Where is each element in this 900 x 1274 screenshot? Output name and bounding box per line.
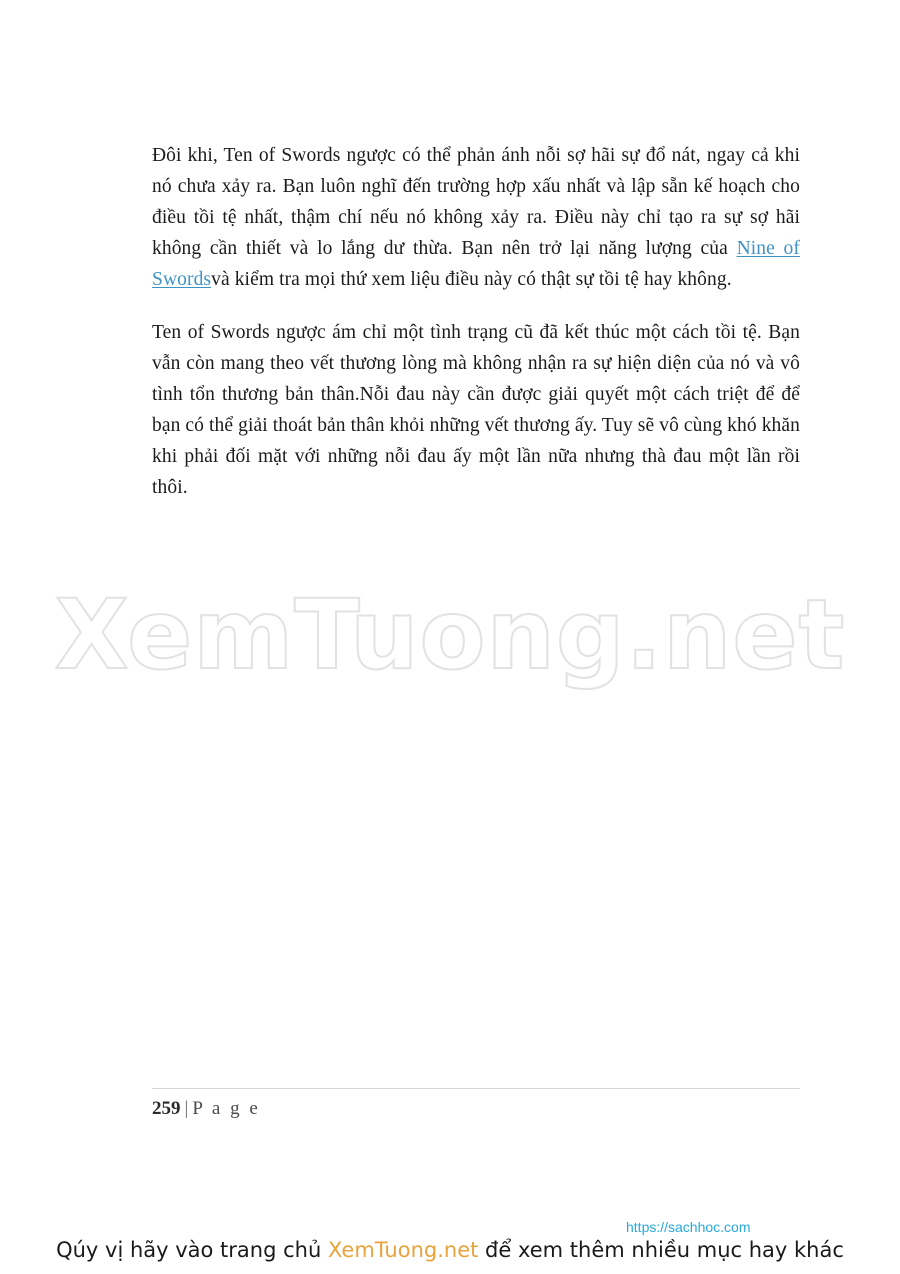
page-number-separator: | xyxy=(184,1098,189,1119)
page-content xyxy=(152,140,800,503)
site-url-link[interactable]: https://sachhoc.com xyxy=(626,1219,751,1235)
paragraph-1 xyxy=(152,140,800,295)
paragraph-1-text-part-1: Đôi khi, Ten of Swords ngược có thể phản ánh nỗi sợ hãi sự đổ nát, ngay cả khi nó chưa xảy ra. Bạn luôn nghĩ đến trường hợp xấu nhất và lập sẵn kế hoạch cho điều tồi tệ nhất, thậm chí nếu nó không xảy ra. Điều này chỉ tạo ra sự sợ hãi không cần thiết và lo lắng dư thừa. Bạn nên trở lại năng lượng của xyxy=(152,145,800,259)
watermark-xemtuong: XemTuong.net xyxy=(54,579,846,691)
page-number-footer xyxy=(152,1098,260,1120)
page-number-value: 259 xyxy=(152,1098,181,1119)
bottom-banner-brand: XemTuong.net xyxy=(327,1238,479,1262)
nine-of-swords-link[interactable]: Nine of Swords xyxy=(152,238,800,290)
page-number-label: P a g e xyxy=(192,1098,261,1119)
bottom-promo-banner xyxy=(0,1238,900,1262)
paragraph-1-text-part-2: và kiểm tra mọi thứ xem liệu điều này có thật sự tồi tệ hay không. xyxy=(211,269,732,290)
paragraph-2: Ten of Swords ngược ám chỉ một tình trạng cũ đã kết thúc một cách tồi tệ. Bạn vẫn còn mang theo vết thương lòng mà không nhận ra sự hiện diện của nó và vô tình tổn thương bản thân.Nỗi đau này cần được giải quyết một cách triệt để để bạn có thể giải thoát bản thân khỏi những vết thương ấy. Tuy sẽ vô cùng khó khăn khi phải đối mặt với những nỗi đau ấy một lần nữa nhưng thà đau một lần rồi thôi. xyxy=(152,322,801,498)
footer-divider xyxy=(152,1088,800,1089)
bottom-banner-prefix: Qúy vị hãy vào trang chủ xyxy=(56,1238,328,1262)
bottom-banner-suffix: để xem thêm nhiều mục hay khác xyxy=(478,1238,844,1262)
